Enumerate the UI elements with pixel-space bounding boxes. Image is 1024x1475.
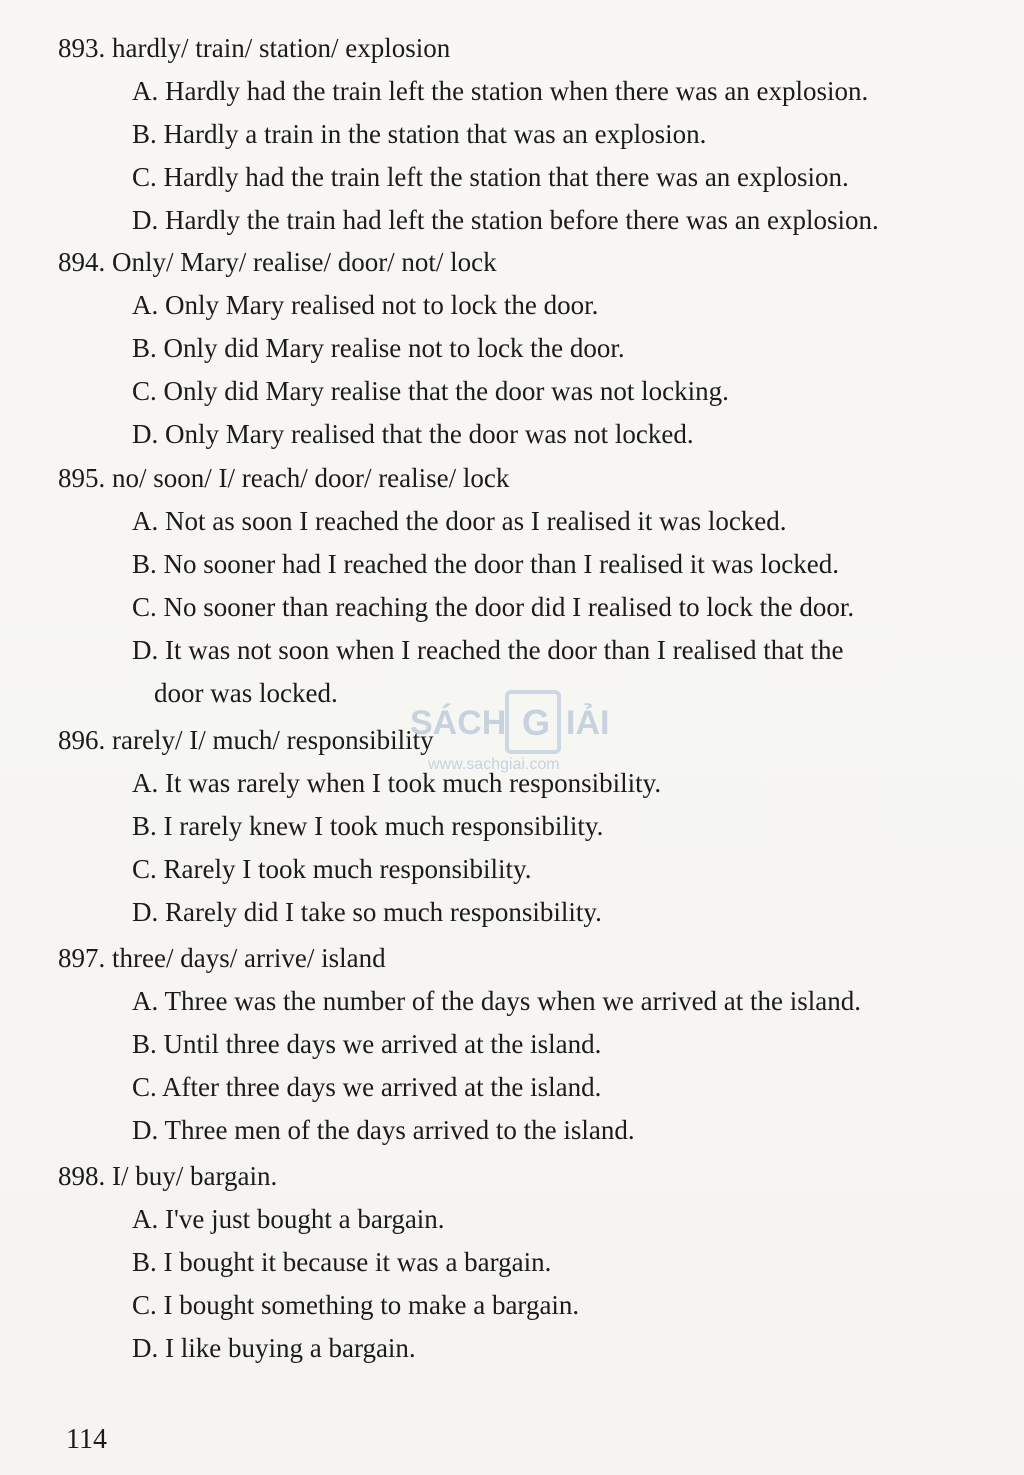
watermark-letter-g: G	[522, 702, 551, 743]
option-b: B. Until three days we arrived at the island.	[132, 1029, 602, 1059]
question-stem: 893. hardly/ train/ station/ explosion	[58, 33, 451, 63]
watermark-url: www.sachgiai.com	[428, 756, 560, 773]
option-c: C. I bought something to make a bargain.	[132, 1290, 580, 1320]
question-stem: 897. three/ days/ arrive/ island	[58, 943, 386, 973]
question-stem: 894. Only/ Mary/ realise/ door/ not/ lock	[58, 247, 497, 277]
option-c: C. Only did Mary realise that the door was not locking.	[132, 376, 729, 406]
question-894	[58, 244, 958, 452]
option-a: A. Not as soon I reached the door as I realised it was locked.	[132, 506, 787, 536]
option-a: A. Only Mary realised not to lock the door.	[132, 290, 599, 320]
question-stem: 896. rarely/ I/ much/ responsibility	[58, 725, 434, 755]
question-897	[58, 940, 958, 1148]
page-number: 114	[66, 1424, 107, 1455]
option-b: B. No sooner had I reached the door than I realised it was locked.	[132, 549, 840, 579]
option-b: B. Only did Mary realise not to lock the door.	[132, 333, 625, 363]
option-d: D. Only Mary realised that the door was not locked.	[132, 419, 694, 449]
question-895	[58, 460, 958, 711]
option-a: A. Three was the number of the days when we arrived at the island.	[132, 986, 862, 1016]
option-d: D. Rarely did I take so much responsibility.	[132, 897, 602, 927]
option-d: D. I like buying a bargain.	[132, 1333, 416, 1363]
watermark-brand-right: IẢI	[566, 704, 610, 742]
option-b: B. I rarely knew I took much responsibility.	[132, 811, 604, 841]
option-d: D. Three men of the days arrived to the island.	[132, 1115, 635, 1145]
option-d: D. It was not soon when I reached the door than I realised that the	[132, 635, 844, 665]
question-stem: 895. no/ soon/ I/ reach/ door/ realise/ lock	[58, 463, 510, 493]
option-a: A. I've just bought a bargain.	[132, 1204, 445, 1234]
watermark-brand-left: SÁCH	[410, 704, 507, 742]
option-c: C. No sooner than reaching the door did I realised to lock the door.	[132, 592, 855, 622]
question-898	[58, 1158, 958, 1366]
question-893	[58, 30, 958, 238]
option-d: D. Hardly the train had left the station before there was an explosion.	[132, 205, 879, 235]
option-d-continuation: door was locked.	[154, 678, 338, 708]
question-stem: 898. I/ buy/ bargain.	[58, 1161, 278, 1191]
option-b: B. Hardly a train in the station that was an explosion.	[132, 119, 707, 149]
option-c: C. Rarely I took much responsibility.	[132, 854, 532, 884]
option-c: C. After three days we arrived at the island.	[132, 1072, 602, 1102]
sachgiai-watermark	[410, 690, 620, 780]
option-c: C. Hardly had the train left the station that there was an explosion.	[132, 162, 849, 192]
option-b: B. I bought it because it was a bargain.	[132, 1247, 552, 1277]
option-a: A. Hardly had the train left the station when there was an explosion.	[132, 76, 869, 106]
option-a: A. It was rarely when I took much responsibility.	[132, 768, 662, 798]
